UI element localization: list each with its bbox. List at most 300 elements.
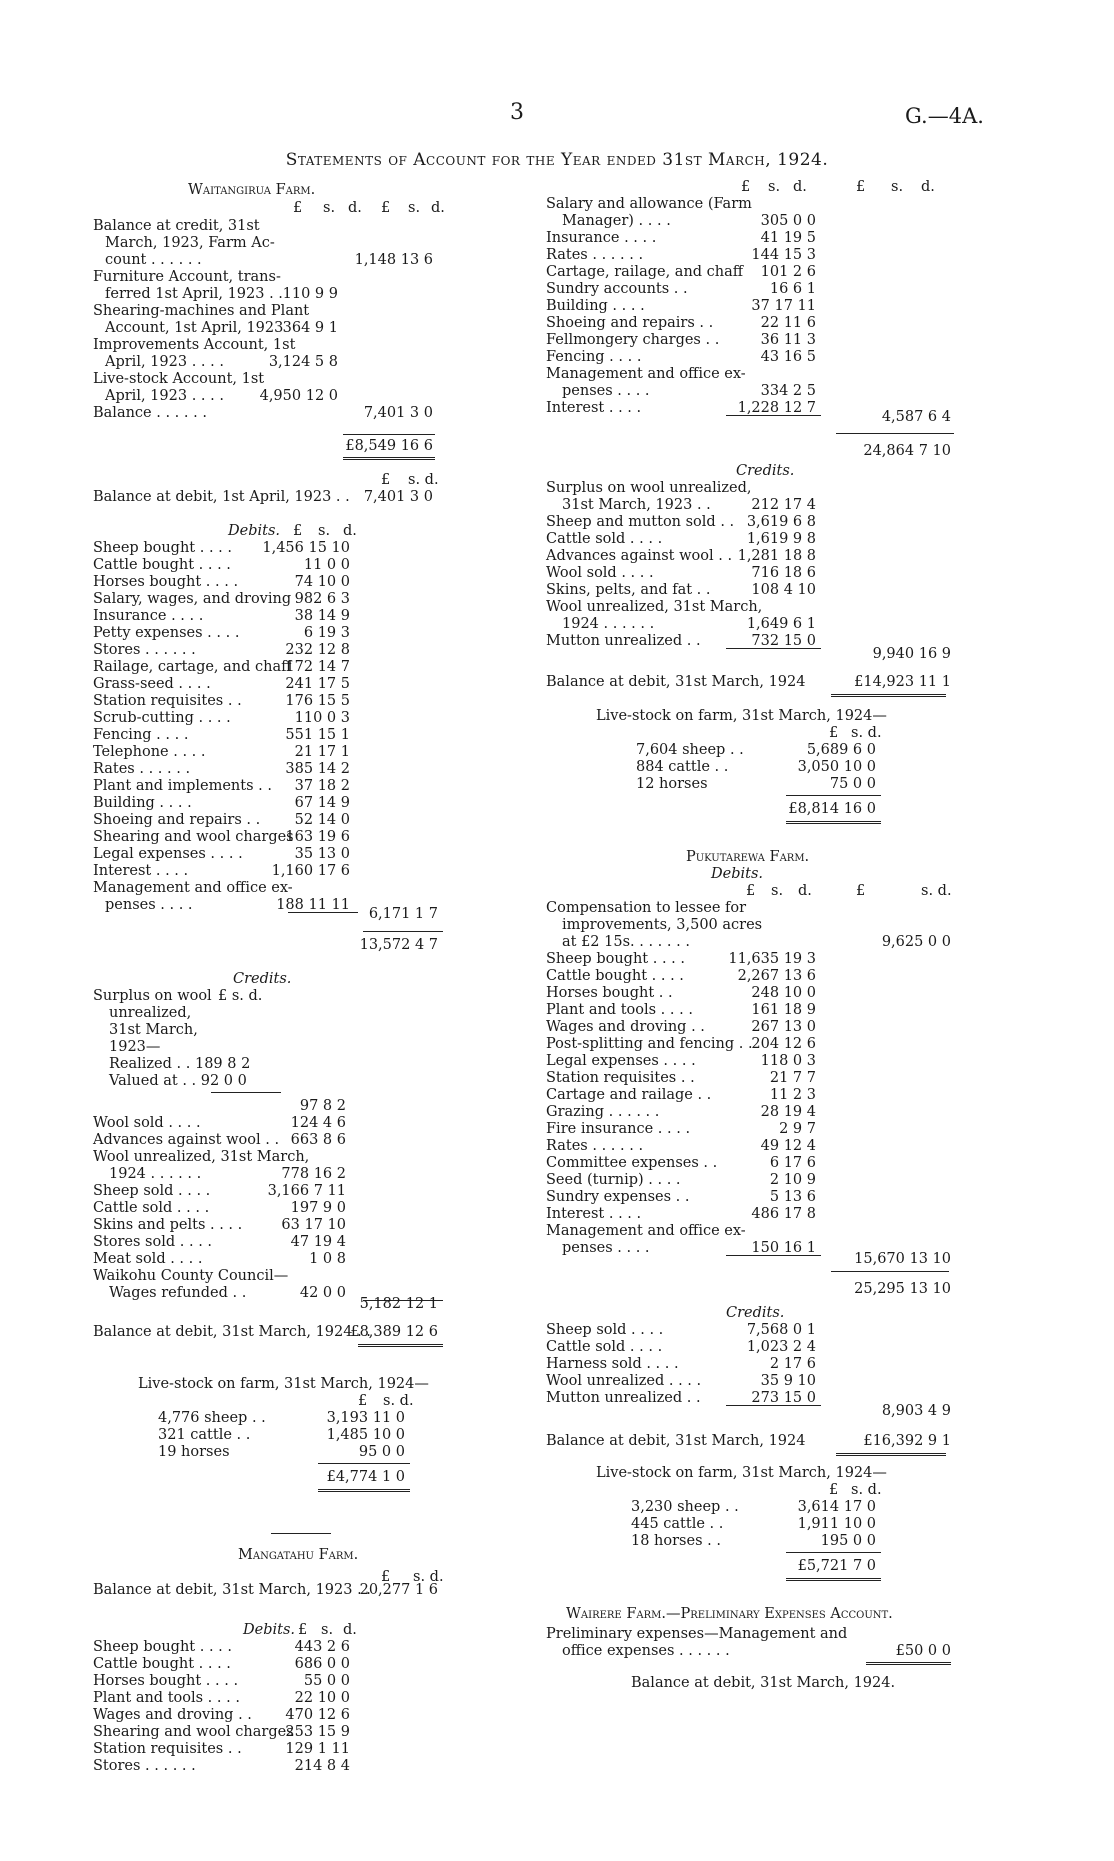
credit-item-label: Meat sold . . . .: [93, 1251, 203, 1267]
running-sum: 13,572 4 7: [359, 937, 438, 953]
debit-item-value: 21 17 1: [294, 744, 350, 760]
livestock-value: 1,485 10 0: [326, 1427, 405, 1443]
livestock-item: 3,230 sheep . .: [631, 1499, 739, 1515]
credits-total: 5,182 12 1: [359, 1296, 438, 1312]
debit-item-label: Cattle bought . . . .: [93, 557, 231, 573]
opening-entry-text: Improvements Account, 1st: [93, 337, 296, 353]
statement-title: Statements of Account for the Year ended 31st March, 1924.: [285, 150, 829, 170]
column-heading: £: [741, 179, 751, 195]
pukutarewa-title: Pukutarewa Farm.: [686, 849, 810, 865]
credit-item-value: 1,649 6 1: [746, 616, 816, 632]
debits-heading: Debits.: [243, 1622, 296, 1638]
debit-item-label: Fellmongery charges . .: [546, 332, 720, 348]
closing-balance-value: £16,392 9 1: [863, 1433, 951, 1449]
opening-entry-value: 364 9 1: [282, 320, 338, 336]
waitangirua-title: Waitangirua Farm.: [188, 182, 316, 198]
debit-item-label: Shearing and wool charges: [93, 1724, 294, 1740]
livestock-title: Live-stock on farm, 31st March, 1924—: [596, 1465, 887, 1481]
opening-entry-text: Furniture Account, trans-: [93, 269, 281, 285]
left-column: [93, 182, 518, 1774]
opening-entry-text: Live-stock Account, 1st: [93, 371, 265, 387]
debit-item-value: 161 18 9: [751, 1002, 816, 1018]
credit-item-value: 63 17 10: [281, 1217, 346, 1233]
debit-item-value: 22 11 6: [760, 315, 816, 331]
debit-item-label: penses . . . .: [105, 897, 193, 913]
livestock-item: 12 horses: [636, 776, 708, 792]
debit-item-label: Management and office ex-: [93, 880, 293, 896]
livestock-value: 3,050 10 0: [797, 759, 876, 775]
rule: [726, 1255, 821, 1256]
debit-item-label: Station requisites . .: [546, 1070, 695, 1086]
credit-item-value: 716 18 6: [751, 565, 816, 581]
credit-item-label: Cattle sold . . . .: [546, 531, 663, 547]
wairere-title: Wairere Farm.—Preliminary Expenses Account.: [566, 1606, 893, 1622]
debit-item-label: Interest . . . .: [546, 1206, 642, 1222]
debit-item-value: 49 12 4: [760, 1138, 816, 1154]
column-heading: £: [381, 472, 391, 488]
column-heading: £: [829, 1482, 839, 1498]
double-rule: [318, 1489, 410, 1492]
column-heading: s.: [321, 1622, 334, 1638]
opening-entry-total: 1,148 13 6: [354, 252, 433, 268]
livestock-value: 95 0 0: [358, 1444, 405, 1460]
debit-item-label: Plant and tools . . . .: [546, 1002, 693, 1018]
credit-item-label: Cattle sold . . . .: [93, 1200, 210, 1216]
column-heading: s. d.: [408, 472, 439, 488]
surplus-total: 97 8 2: [299, 1098, 346, 1114]
credit-item-value: 663 8 6: [290, 1132, 346, 1148]
debit-item-label: Rates . . . . . .: [546, 247, 644, 263]
credit-item-value: 7,568 0 1: [746, 1322, 816, 1338]
column-heading: £: [856, 883, 866, 899]
debit-item-value: 1,456 15 10: [262, 540, 350, 556]
credits-total: 9,940 16 9: [872, 646, 951, 662]
column-heading: £: [381, 200, 391, 216]
debit-item-label: Seed (turnip) . . . .: [546, 1172, 681, 1188]
credit-item-label: Sheep and mutton sold . .: [546, 514, 735, 530]
credits-heading: Credits.: [233, 971, 292, 987]
debit-item-value: 1,228 12 7: [737, 400, 816, 416]
debit-item-label: Building . . . .: [546, 298, 645, 314]
credit-item-label: Wages refunded . .: [109, 1285, 247, 1301]
credit-item-label: Advances against wool . .: [93, 1132, 280, 1148]
debit-item-value: 253 15 9: [285, 1724, 350, 1740]
debit-item-label: penses . . . .: [562, 1240, 650, 1256]
debit-item-label: Rates . . . . . .: [546, 1138, 644, 1154]
debit-item-value: 35 13 0: [294, 846, 350, 862]
debit-item-value: 267 13 0: [751, 1019, 816, 1035]
debit-item-label: Management and office ex-: [546, 1223, 746, 1239]
debit-item-label: Stores . . . . . .: [93, 642, 196, 658]
debit-item-value: 11,635 19 3: [728, 951, 816, 967]
opening-entry-text: Account, 1st April, 1923: [105, 320, 284, 336]
debit-item-value: 188 11 11: [276, 897, 350, 913]
opening-entry-text: Balance at credit, 31st: [93, 218, 260, 234]
debit-item-label: Manager) . . . .: [562, 213, 671, 229]
column-heading: £: [381, 1569, 391, 1585]
debit-item-value: 305 0 0: [760, 213, 816, 229]
compensation-text: at £2 15s. . . . . . .: [562, 934, 690, 950]
credit-item-value: 42 0 0: [299, 1285, 346, 1301]
credits-heading: Credits.: [726, 1305, 785, 1321]
balance-debit-label: Balance at debit, 31st March, 1923 . .: [93, 1582, 371, 1598]
rule: [726, 415, 821, 416]
closing-balance-label: Balance at debit, 31st March, 1924: [546, 674, 806, 690]
column-heading: £ s. d.: [218, 988, 263, 1004]
credit-item-value: 124 4 6: [290, 1115, 346, 1131]
opening-entry-text: count . . . . . .: [105, 252, 202, 268]
closing-balance-value: £8,389 12 6: [350, 1324, 438, 1340]
debit-item-value: 232 12 8: [285, 642, 350, 658]
closing-balance-label: Balance at debit, 31st March, 1924: [546, 1433, 806, 1449]
debit-item-label: Salary, wages, and droving: [93, 591, 292, 607]
credit-item-value: 212 17 4: [751, 497, 816, 513]
rule: [786, 1552, 881, 1553]
balance-debit-value: 20,277 1 6: [359, 1582, 438, 1598]
debit-item-label: Post-splitting and fencing . .: [546, 1036, 753, 1052]
opening-entry-text: Balance . . . . . .: [93, 405, 207, 421]
debit-item-value: 686 0 0: [294, 1656, 350, 1672]
running-sum: 24,864 7 10: [863, 443, 951, 459]
credits-heading: Credits.: [736, 463, 795, 479]
debit-item-value: 6 19 3: [303, 625, 350, 641]
rule: [836, 433, 954, 434]
compensation-text: improvements, 3,500 acres: [562, 917, 763, 933]
debit-item-value: 176 15 5: [285, 693, 350, 709]
debit-item-value: 11 2 3: [769, 1087, 816, 1103]
debit-item-value: 334 2 5: [760, 383, 816, 399]
debit-item-value: 1,160 17 6: [271, 863, 350, 879]
debit-item-label: Grazing . . . . . .: [546, 1104, 660, 1120]
debit-item-value: 129 1 11: [285, 1741, 350, 1757]
debits-heading: Debits.: [228, 523, 281, 539]
debit-item-value: 41 19 5: [760, 230, 816, 246]
closing-balance-value: £14,923 11 1: [854, 674, 951, 690]
credit-item-label: 1924 . . . . . .: [562, 616, 655, 632]
debit-item-value: 36 11 3: [760, 332, 816, 348]
livestock-value: 195 0 0: [820, 1533, 876, 1549]
debit-item-label: Railage, cartage, and chaff: [93, 659, 292, 675]
page-number: 3: [510, 100, 524, 125]
column-heading: d.: [798, 883, 812, 899]
column-heading: s.: [408, 200, 421, 216]
column-heading: d.: [343, 1622, 357, 1638]
debit-item-label: Interest . . . .: [546, 400, 642, 416]
debits-total: 4,587 6 4: [881, 409, 951, 425]
compensation-value: 9,625 0 0: [881, 934, 951, 950]
debit-item-value: 241 17 5: [285, 676, 350, 692]
credit-item-value: 1 0 8: [309, 1251, 346, 1267]
livestock-title: Live-stock on farm, 31st March, 1924—: [138, 1376, 429, 1392]
debit-item-label: Sundry expenses . .: [546, 1189, 690, 1205]
debit-item-value: 37 17 11: [751, 298, 816, 314]
debit-item-label: Fencing . . . .: [93, 727, 189, 743]
surplus-text: Surplus on wool: [93, 988, 212, 1004]
rule: [271, 1533, 331, 1534]
double-rule: [831, 694, 946, 697]
double-rule: [343, 457, 435, 460]
column-heading: £: [856, 179, 866, 195]
credit-item-label: Wool unrealized, 31st March,: [546, 599, 763, 615]
debit-item-label: Cartage and railage . .: [546, 1087, 712, 1103]
rule: [211, 1092, 281, 1093]
livestock-item: 18 horses . .: [631, 1533, 721, 1549]
double-rule: [786, 1578, 881, 1581]
livestock-item: 321 cattle . .: [158, 1427, 251, 1443]
debit-item-label: Shearing and wool charges: [93, 829, 294, 845]
credit-item-value: 1,023 2 4: [746, 1339, 816, 1355]
surplus-text: unrealized,: [109, 1005, 192, 1021]
column-heading: d.: [793, 179, 807, 195]
compensation-text: Compensation to lessee for: [546, 900, 747, 916]
column-heading: s.: [318, 523, 331, 539]
debit-item-label: Cattle bought . . . .: [546, 968, 684, 984]
debit-item-value: 16 6 1: [769, 281, 816, 297]
livestock-value: 5,689 6 0: [806, 742, 876, 758]
debit-item-value: 38 14 9: [294, 608, 350, 624]
mangatahu-title: Mangatahu Farm.: [238, 1547, 359, 1563]
rule: [786, 795, 881, 796]
debit-item-value: 2,267 13 6: [737, 968, 816, 984]
wairere-text: office expenses . . . . . .: [562, 1643, 730, 1659]
credit-item-value: 1,619 9 8: [746, 531, 816, 547]
running-sum: 25,295 13 10: [854, 1281, 951, 1297]
debit-item-label: Cartage, railage, and chaff: [546, 264, 744, 280]
column-heading: £: [293, 200, 303, 216]
credit-item-label: Wool unrealized . . . .: [546, 1373, 702, 1389]
debit-item-label: Plant and implements . .: [93, 778, 272, 794]
debit-item-label: Station requisites . .: [93, 693, 242, 709]
credit-item-value: 3,166 7 11: [267, 1183, 346, 1199]
debit-item-value: 22 10 0: [294, 1690, 350, 1706]
debit-item-value: 486 17 8: [751, 1206, 816, 1222]
column-heading: d.: [921, 179, 935, 195]
credit-item-label: 1924 . . . . . .: [109, 1166, 202, 1182]
column-heading: £: [746, 883, 756, 899]
debit-item-label: Sundry accounts . .: [546, 281, 688, 297]
debit-item-label: Insurance . . . .: [546, 230, 657, 246]
debit-item-value: 101 2 6: [760, 264, 816, 280]
debit-item-value: 110 0 3: [294, 710, 350, 726]
debit-item-label: Rates . . . . . .: [93, 761, 191, 777]
credit-item-value: 732 15 0: [751, 633, 816, 649]
debit-item-label: Stores . . . . . .: [93, 1758, 196, 1774]
livestock-item: 884 cattle . .: [636, 759, 729, 775]
debit-item-value: 28 19 4: [760, 1104, 816, 1120]
debit-item-label: Wages and droving . .: [93, 1707, 252, 1723]
credit-item-value: 273 15 0: [751, 1390, 816, 1406]
column-heading: d.: [343, 523, 357, 539]
surplus-text: 1923—: [109, 1039, 161, 1055]
credit-item-value: 35 9 10: [760, 1373, 816, 1389]
livestock-value: 3,614 17 0: [797, 1499, 876, 1515]
livestock-total: £5,721 7 0: [797, 1558, 876, 1574]
column-heading: £: [829, 725, 839, 741]
surplus-text: 31st March,: [109, 1022, 198, 1038]
column-heading: s. d.: [921, 883, 952, 899]
credit-item-label: Skins, pelts, and fat . .: [546, 582, 711, 598]
credit-item-label: Advances against wool . .: [546, 548, 733, 564]
debit-item-label: Interest . . . .: [93, 863, 189, 879]
debit-item-value: 982 6 3: [294, 591, 350, 607]
debits-total: 6,171 1 7: [368, 906, 438, 922]
balance-debit-label: Balance at debit, 1st April, 1923 . .: [93, 489, 350, 505]
livestock-item: 445 cattle . .: [631, 1516, 724, 1532]
credit-item-value: 108 4 10: [751, 582, 816, 598]
debit-item-value: 144 15 3: [751, 247, 816, 263]
opening-entry-text: April, 1923 . . . .: [105, 354, 224, 370]
debit-item-label: Plant and tools . . . .: [93, 1690, 240, 1706]
credit-item-label: Mutton unrealized . .: [546, 633, 701, 649]
credit-item-value: 197 9 0: [290, 1200, 346, 1216]
debit-item-value: 6 17 6: [769, 1155, 816, 1171]
debit-item-label: Sheep bought . . . .: [93, 1639, 232, 1655]
column-heading: s.: [323, 200, 336, 216]
column-heading: d.: [431, 200, 445, 216]
debit-item-label: Legal expenses . . . .: [546, 1053, 696, 1069]
debit-item-label: Shoeing and repairs . .: [546, 315, 714, 331]
debit-item-value: 55 0 0: [303, 1673, 350, 1689]
debit-item-value: 163 19 6: [285, 829, 350, 845]
debit-item-value: 385 14 2: [285, 761, 350, 777]
credit-item-label: Wool unrealized, 31st March,: [93, 1149, 310, 1165]
credit-item-value: 3,619 6 8: [746, 514, 816, 530]
credit-item-label: Sheep sold . . . .: [546, 1322, 664, 1338]
debit-item-label: Station requisites . .: [93, 1741, 242, 1757]
credit-item-label: Cattle sold . . . .: [546, 1339, 663, 1355]
debit-item-label: Scrub-cutting . . . .: [93, 710, 231, 726]
debit-item-label: Management and office ex-: [546, 366, 746, 382]
debit-item-label: penses . . . .: [562, 383, 650, 399]
livestock-total: £8,814 16 0: [788, 801, 876, 817]
column-heading: d.: [348, 200, 362, 216]
livestock-value: 1,911 10 0: [797, 1516, 876, 1532]
debit-item-label: Sheep bought . . . .: [93, 540, 232, 556]
column-heading: s.: [768, 179, 781, 195]
debit-item-value: 43 16 5: [760, 349, 816, 365]
debit-item-value: 5 13 6: [769, 1189, 816, 1205]
credit-item-label: Waikohu County Council—: [93, 1268, 289, 1284]
debit-item-value: 2 10 9: [769, 1172, 816, 1188]
rule: [831, 1271, 949, 1272]
debit-item-label: Horses bought . . . .: [93, 1673, 239, 1689]
double-rule: [786, 821, 881, 824]
opening-entry-text: Shearing-machines and Plant: [93, 303, 310, 319]
opening-entry-value: 4,950 12 0: [259, 388, 338, 404]
debit-item-label: Legal expenses . . . .: [93, 846, 243, 862]
opening-entry-value: 110 9 9: [282, 286, 338, 302]
credit-item-value: 2 17 6: [769, 1356, 816, 1372]
credit-item-label: Harness sold . . . .: [546, 1356, 679, 1372]
opening-entry-total: 7,401 3 0: [363, 405, 433, 421]
livestock-value: 3,193 11 0: [326, 1410, 405, 1426]
wairere-text: Preliminary expenses—Management and: [546, 1626, 848, 1642]
credits-total: 8,903 4 9: [881, 1403, 951, 1419]
debit-item-value: 118 0 3: [760, 1053, 816, 1069]
debit-item-label: Cattle bought . . . .: [93, 1656, 231, 1672]
column-heading: £: [293, 523, 303, 539]
credit-item-label: 31st March, 1923 . .: [562, 497, 711, 513]
debit-item-value: 11 0 0: [303, 557, 350, 573]
debit-item-label: Fencing . . . .: [546, 349, 642, 365]
debit-item-value: 214 8 4: [294, 1758, 350, 1774]
livestock-value: 75 0 0: [829, 776, 876, 792]
credit-item-label: Stores sold . . . .: [93, 1234, 213, 1250]
debit-item-value: 37 18 2: [294, 778, 350, 794]
debit-item-label: Wages and droving . .: [546, 1019, 705, 1035]
livestock-item: 4,776 sheep . .: [158, 1410, 266, 1426]
credit-item-label: Mutton unrealized . .: [546, 1390, 701, 1406]
credit-item-value: 1,281 18 8: [737, 548, 816, 564]
right-column: [546, 179, 976, 1752]
debit-item-value: 74 10 0: [294, 574, 350, 590]
double-rule: [836, 1453, 946, 1456]
debit-item-value: 52 14 0: [294, 812, 350, 828]
column-heading: s. d.: [413, 1569, 444, 1585]
livestock-title: Live-stock on farm, 31st March, 1924—: [596, 708, 887, 724]
credit-item-label: Sheep sold . . . .: [93, 1183, 211, 1199]
column-heading: s.: [891, 179, 904, 195]
debit-item-value: 172 14 7: [285, 659, 350, 675]
surplus-valued: Valued at . . 92 0 0: [109, 1073, 247, 1089]
column-heading: £: [358, 1393, 368, 1409]
debit-item-label: Sheep bought . . . .: [546, 951, 685, 967]
opening-entry-value: 3,124 5 8: [268, 354, 338, 370]
double-rule: [358, 1344, 443, 1347]
debit-item-label: Petty expenses . . . .: [93, 625, 240, 641]
debit-item-label: Horses bought . . . .: [93, 574, 239, 590]
debit-item-value: 67 14 9: [294, 795, 350, 811]
closing-balance-label: Balance at debit, 31st March, 1924 . .: [93, 1324, 371, 1340]
debit-item-label: Committee expenses . .: [546, 1155, 718, 1171]
column-heading: s. d.: [851, 725, 882, 741]
column-heading: £: [298, 1622, 308, 1638]
wairere-value: £50 0 0: [895, 1643, 951, 1659]
livestock-total: £4,774 1 0: [326, 1469, 405, 1485]
opening-entry-text: April, 1923 . . . .: [105, 388, 224, 404]
debits-total: 15,670 13 10: [854, 1251, 951, 1267]
debit-item-label: Insurance . . . .: [93, 608, 204, 624]
debit-item-label: Salary and allowance (Farm: [546, 196, 752, 212]
debit-item-label: Building . . . .: [93, 795, 192, 811]
double-rule: [866, 1662, 951, 1665]
rule: [343, 434, 435, 435]
debit-item-value: 248 10 0: [751, 985, 816, 1001]
debit-item-value: 551 15 1: [285, 727, 350, 743]
opening-entry-text: ferred 1st April, 1923 . .: [105, 286, 283, 302]
credit-item-label: Surplus on wool unrealized,: [546, 480, 752, 496]
livestock-item: 19 horses: [158, 1444, 230, 1460]
opening-total: £8,549 16 6: [345, 438, 433, 454]
rule: [726, 1405, 821, 1406]
wairere-closing: Balance at debit, 31st March, 1924.: [631, 1675, 896, 1691]
livestock-item: 7,604 sheep . .: [636, 742, 744, 758]
debit-item-label: Telephone . . . .: [93, 744, 206, 760]
debit-item-label: Grass-seed . . . .: [93, 676, 211, 692]
rule: [318, 1463, 410, 1464]
debit-item-label: Shoeing and repairs . .: [93, 812, 261, 828]
credit-item-label: Wool sold . . . .: [546, 565, 654, 581]
debit-item-label: Fire insurance . . . .: [546, 1121, 691, 1137]
rule: [363, 931, 443, 932]
rule: [726, 648, 821, 649]
credit-item-label: Wool sold . . . .: [93, 1115, 201, 1131]
column-heading: s. d.: [851, 1482, 882, 1498]
debit-item-value: 443 2 6: [294, 1639, 350, 1655]
document-reference: G.—4A.: [905, 104, 984, 128]
debits-heading: Debits.: [711, 866, 764, 882]
debit-item-label: Horses bought . .: [546, 985, 673, 1001]
